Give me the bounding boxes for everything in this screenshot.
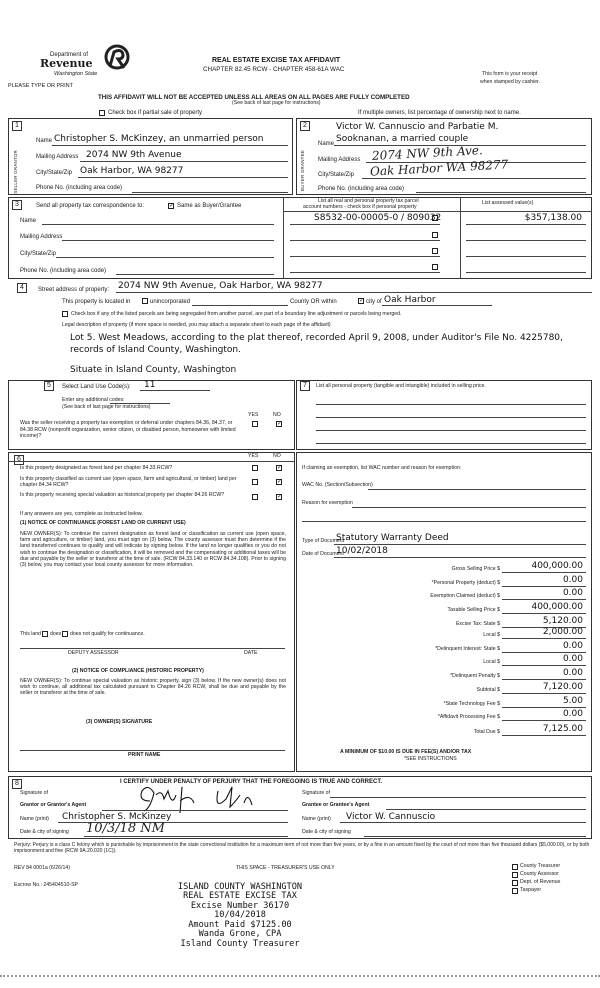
buyer-name-label: Name [318,141,335,147]
grantee-name-label: Name (print) [302,816,331,822]
buyer-name-line2[interactable]: Sooknanan, a married couple [336,134,469,144]
send-correspondence-label: Send all property tax correspondence to: [36,203,145,209]
street-label: Street address of property: [38,287,110,293]
s3-phone-label: Phone No. (including area code) [20,268,107,274]
tax-row-value[interactable]: 0.00 [562,654,583,664]
legal-label: Legal description of property (if more space is needed, you may attach a separate sheet to each page of the affidavit) [62,322,331,328]
buyer-side-label: BUYER GRANTEE [300,150,305,192]
tax-row-value[interactable]: 0.00 [562,641,583,651]
tax-row-value[interactable]: 5.00 [562,696,583,706]
warning: THIS AFFIDAVIT WILL NOT BE ACCEPTED UNLESS ALL AREAS ON ALL PAGES ARE FULLY COMPLETED [98,94,410,101]
city-of-checkbox[interactable]: ✓ [359,298,365,304]
legal-line-1[interactable]: Lot 5. West Meadows, according to the plat thereof, recorded April 9, 2008, under Auditor's File No. 4225780, [70,333,563,343]
doc-date-label: Date of Document [302,551,344,557]
segregated-checkbox[interactable] [62,311,68,317]
seller-city[interactable]: Oak Harbor, WA 98277 [80,166,184,176]
tax-row-value[interactable]: 7,120.00 [542,682,583,692]
tax-row-label: *Personal Property (deduct) $ [431,580,500,586]
see-back: (See back of last page for instructions) [232,100,321,106]
copy-dept-revenue: Dept. of Revenue [520,879,561,885]
land-use-code[interactable]: 11 [144,380,156,390]
tax-row-label: Exemption Claimed (deduct) $ [430,593,500,599]
doc-type-label: Type of Document [302,538,345,544]
personal-property-checkbox-1[interactable] [432,215,438,221]
reason-label: Reason for exemption [302,500,353,506]
stamp-line: Island County Treasurer [180,938,300,949]
stamp-line: REAL ESTATE EXCISE TAX [183,891,297,902]
notice1-text: NEW OWNER(S): To continue the current designation as forest land or classification as current use (open space, farm and agriculture, or timber) land, you must sign on (3) below. The county assessor must then determine if the land transferred continues to qualify and will indicate by signing below. If the land no longer qualifies or you do not wish to continue the designation or classification, it will be removed and the compensating or additional taxes will be due and payable by the seller or transferor at the time of sale. (RCW 84.33.140 or RCW 84.34.108). Prior to signing (3) below, you may contact your local county assessor for more information. [20,531,286,569]
copy-county-treasurer-checkbox[interactable] [512,864,518,870]
land-use-label: Select Land Use Code(s): [62,384,131,390]
revenue-logo-icon [104,44,130,72]
s5-see-back: (See back of last page for instructions) [62,404,151,410]
s3-city-label: City/State/Zip [20,251,57,257]
section-1-number: 1 [12,121,22,131]
print-name-label: PRINT NAME [128,752,161,758]
grantor-name-label: Name (print) [20,816,49,822]
deputy-assessor-label: DEPUTY ASSESSOR [68,650,119,656]
scan-edge [0,975,600,977]
type-print: PLEASE TYPE OR PRINT [8,83,74,89]
copy-county-treasurer: County Treasurer [520,863,561,869]
stamp-line: Excise Number 36170 [190,900,290,911]
seller-side-label: SELLER GRANTOR [13,150,18,194]
agency-line1: Department of [50,52,89,58]
personal-property-list-label: List all personal property (tangible and intangible) included in selling price. [316,383,486,389]
unincorporated-label: unincorporated [150,299,191,305]
treasurer-stamp [140,883,340,949]
section-6-number: 6 [14,455,24,465]
unincorporated-checkbox[interactable] [142,298,148,304]
agency-line2: Revenue [40,57,93,70]
grantor-date-city[interactable]: 10/3/18 NM [86,821,165,836]
tax-row-value[interactable]: 0.00 [562,588,583,598]
form-subtitle: CHAPTER 82.45 RCW - CHAPTER 458-61A WAC [203,66,345,73]
personal-property-checkbox-2[interactable] [432,232,438,238]
perjury-notice: Perjury: Perjury is a class C felony which is punishable by imprisonment in the state correctional institution for a maximum term of not more than five years, or by a fine in an amount fixed by the court of not more than five thousand dollars ($5,000.00), or by both imprisonment and fine (RCW 9A.20.020 (1C)). [14,842,590,855]
tax-row-label: Gross Selling Price $ [451,566,500,572]
buyer-name-line1[interactable]: Victor W. Cannuscio and Parbatie M. [336,122,499,132]
forest-yes-checkbox[interactable] [252,465,258,471]
tax-row-value[interactable]: 7,125.00 [542,724,583,734]
same-as-buyer-label: Same as Buyer/Grantee [177,203,242,209]
escrow-number: Escrow No.: 245404510-SP [14,882,79,888]
seller-address-label: Mailing Address [36,154,79,160]
street-address[interactable]: 2074 NW 9th Avenue, Oak Harbor, WA 98277 [118,281,323,291]
buyer-address[interactable]: 2074 NW 9th Ave. [371,143,484,163]
assessed-value[interactable]: $357,138.00 [524,213,582,223]
s6-no: NO [273,453,281,459]
notice2-text: NEW OWNER(S): To continue special valuation as historic property, sign (3) below. If the new owner(s) does not wish to continue, all additional tax calculated pursuant to Chapter 84.26 RCW, shall be due and payable by the seller or transferor at the time of sale. [20,678,286,697]
section-3-number: 3 [12,200,22,210]
tax-row-label: *Affidavit Processing Fee $ [437,714,500,720]
grantor-date-label: Date & city of signing [20,829,69,835]
additional-codes-label: Enter any additional codes: [62,397,125,403]
exemption-question: Was the seller receiving a property tax exemption or deferral under chapters 84.36, 84.37, or 84.38 RCW (nonprofit organization, senior citizen, or disabled person, homeowner with limited income)? [20,420,236,439]
tax-row-label: Taxable Selling Price $ [447,607,500,613]
grantee-agent-label: Grantee or Grantee's Agent [302,802,370,808]
segregated-label: Check box if any of the listed parcels are being segregated from another parcel, are part of a boundary line adjustment or parcels being merged. [71,311,402,317]
current-use-yes-checkbox[interactable] [252,479,258,485]
personal-property-checkbox-4[interactable] [432,264,438,270]
current-use-question: Is this property classified as current use (open space, farm and agricultural, or timber) land per chapter 84.34 RCW? [20,476,237,488]
grantor-signature-label: Signature of [20,790,48,796]
if-any-yes: If any answers are yes, complete as instructed below. [20,511,143,517]
tax-row-label: *State Technology Fee $ [443,701,500,707]
deputy-date-label: DATE [244,650,258,656]
historic-yes-checkbox[interactable] [252,494,258,500]
tax-row-value[interactable]: 5,120.00 [542,616,583,626]
partial-sale-checkbox[interactable] [99,110,105,116]
buyer-city-label: City/State/Zip [318,172,355,178]
stamp-line: Amount Paid $7125.00 [188,919,292,930]
does-not-label: does not qualify for continuance. [70,631,145,637]
historic-no-checkbox[interactable]: ✓ [277,494,283,500]
same-as-buyer-checkbox[interactable]: ✓ [169,203,175,209]
partial-sale-label: Check box if partial sale of property [108,110,203,116]
tax-row-label: *Delinquent Penalty $ [450,673,500,679]
notice2-title: (2) NOTICE OF COMPLIANCE (HISTORIC PROPERTY) [72,668,204,674]
see-instructions: *SEE INSTRUCTIONS [404,756,457,762]
does-label: does [50,631,62,637]
tax-row-label: Subtotal $ [476,687,500,693]
tax-row-label: *Delinquent Interest: State $ [435,646,500,652]
s6-yes: YES [248,453,259,459]
treasurer-space: THIS SPACE - TREASURER'S USE ONLY [236,865,335,871]
city-of-label: city of [366,299,382,305]
buyer-phone-label: Phone No. (including area code) [318,186,405,192]
stamp-line: 10/04/2018 [214,910,266,921]
stamp-line: ISLAND COUNTY WASHINGTON [177,882,303,892]
agency-line3: Washington State [54,71,98,77]
copy-taxpayer: Taxpayer [520,887,542,893]
grantee-signature-label: Signature of [302,790,330,796]
seller-name-label: Name [36,138,53,144]
copy-taxpayer-checkbox[interactable] [512,888,518,894]
grantee-name[interactable]: Victor W. Cannuscio [346,812,436,822]
s5-no-checkbox[interactable]: ✓ [277,421,283,427]
copy-county-assessor: County Assessor [520,871,559,877]
does-not-checkbox[interactable] [62,631,68,637]
doc-date[interactable]: 10/02/2018 [336,546,388,556]
legal-line-3[interactable]: Situate in Island County, Washington [70,365,237,375]
grantor-agent-label: Grantor or Grantor's Agent [20,802,87,808]
s5-no: NO [273,412,281,418]
s3-name-label: Name [20,218,37,224]
parcel-header-2: account numbers - check box if personal property [303,204,417,210]
personal-property-checkbox-3[interactable] [432,248,438,254]
section-7-number: 7 [300,381,310,391]
tax-row-value[interactable]: 400,000.00 [531,602,583,612]
section-5-number: 5 [44,381,54,391]
buyer-address-label: Mailing Address [318,157,361,163]
assessed-header: List assessed value(s) [482,200,534,206]
form-title: REAL ESTATE EXCISE TAX AFFIDAVIT [212,57,341,64]
parcel-number[interactable]: S8532-00-00005-0 / 809032 [314,213,442,223]
forest-no-checkbox[interactable]: ✓ [277,465,283,471]
current-use-no-checkbox[interactable]: ✓ [277,479,283,485]
grantee-date-label: Date & city of signing [302,829,351,835]
seller-address[interactable]: 2074 NW 9th Avenue [86,150,182,160]
section-2-number: 2 [300,121,310,131]
stamp-line: Wanda Grone, CPA [198,929,282,940]
tax-row-label: Total Due $ [473,729,500,735]
tax-row-value[interactable]: 0.00 [562,709,583,719]
s5-yes: YES [248,412,259,418]
s3-address-label: Mailing Address [20,234,63,240]
multi-owners-label: If multiple owners, list percentage of ownership next to name. [358,110,521,116]
section-8-number: 8 [12,779,22,789]
section-7 [296,380,592,450]
tax-row-label: Local $ [483,659,500,665]
seller-name[interactable]: Christopher S. McKinzey, an unmarried person [54,134,264,144]
tax-row-value[interactable]: 400,000.00 [531,561,583,571]
located-label: This property is located in [62,299,131,305]
s5-yes-checkbox[interactable] [252,421,258,427]
receipt-note-1: This form is your receipt [482,71,538,77]
tax-row-label: Excise Tax: State $ [455,621,500,627]
owner-signature-label: (3) OWNER(S) SIGNATURE [86,719,153,725]
tax-row-value[interactable]: 0.00 [562,668,583,678]
this-land-label: This land [20,631,42,637]
certify: I CERTIFY UNDER PENALTY OF PERJURY THAT THE FOREGOING IS TRUE AND CORRECT. [120,779,383,785]
exemption-claim-label: If claiming an exemption, list WAC number and reason for exemption: [302,465,462,471]
legal-line-2[interactable]: records of Island County, Washington. [70,345,241,355]
doc-type[interactable]: Statutory Warranty Deed [336,533,449,543]
historic-question: Is this property receiving special valuation as historical property per chapter 84.26 RCW? [20,492,225,498]
city-of-name[interactable]: Oak Harbor [384,295,436,305]
seller-phone-label: Phone No. (including area code) [36,185,123,191]
dor-logo [38,44,133,86]
copy-county-assessor-checkbox[interactable] [512,872,518,878]
forest-question: Is this property designated as forest land per chapter 84.33 RCW? [20,465,173,471]
tax-row-value[interactable]: 2,000.00 [542,627,583,637]
notice1-title: (1) NOTICE OF CONTINUANCE (FOREST LAND OR CURRENT USE) [20,520,186,526]
section-4-number: 4 [17,283,27,293]
tax-row-value[interactable]: 0.00 [562,575,583,585]
tax-row-label: Local $ [483,632,500,638]
copy-dept-revenue-checkbox[interactable] [512,880,518,886]
seller-city-label: City/State/Zip [36,170,73,176]
does-checkbox[interactable] [42,631,48,637]
receipt-note-2: when stamped by cashier. [480,79,540,85]
minimum-fee: A MINIMUM OF $10.00 IS DUE IN FEE(S) AND/OR TAX [340,749,472,755]
grantor-name[interactable]: Christopher S. McKinzey [62,812,172,822]
buyer-city[interactable]: Oak Harbor WA 98277 [369,157,509,179]
county-or-within-label: County OR within [290,299,337,305]
wac-label: WAC No. (Section/Subsection) [302,482,373,488]
parcel-header-1: List all real and personal property tax parcel [318,198,419,204]
form-revision: REV 84 0001a (6/26/14) [14,865,70,871]
